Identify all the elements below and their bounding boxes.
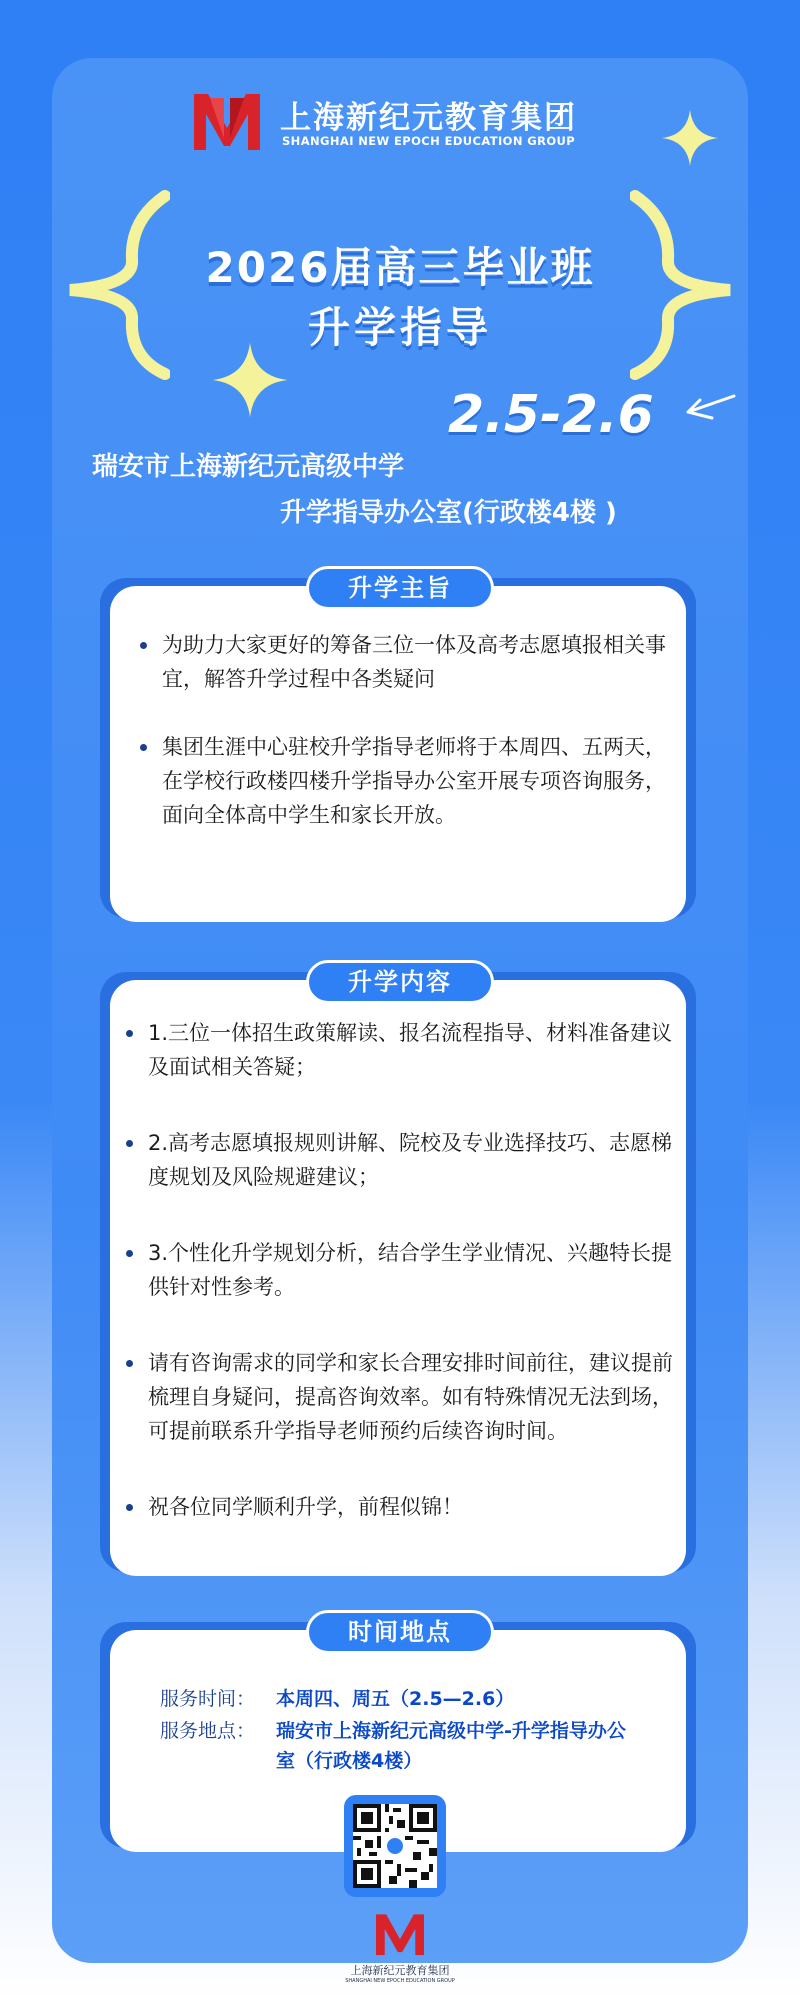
list-item: 为助力大家更好的筹备三位一体及高考志愿填报相关事宜，解答升学过程中各类疑问 [132, 628, 672, 696]
content-list [118, 1016, 678, 1524]
school-name: 瑞安市上海新纪元高级中学 [92, 452, 405, 482]
main-title-line2: 升学指导 [307, 303, 492, 352]
footer-logo-english: SHANGHAI NEW EPOCH EDUCATION GROUP [345, 1978, 455, 1984]
service-place-label: 服务地点： [160, 1720, 256, 1742]
qr-code[interactable] [353, 1804, 437, 1888]
logo-mark-icon [190, 88, 264, 154]
list-item: 集团生涯中心驻校升学指导老师将于本周四、五两天，在学校行政楼四楼升学指导办公室开展专项咨询服务，面向全体高中学生和家长开放。 [132, 730, 672, 832]
sparkle-icon [660, 108, 720, 168]
group-logo [190, 88, 610, 158]
list-item: 请有咨询需求的同学和家长合理安排时间前往，建议提前梳理自身疑问，提高咨询效率。如有特殊情况无法到场，可提前联系升学指导老师预约后续咨询时间。 [118, 1346, 678, 1448]
service-time-label: 服务时间： [160, 1688, 256, 1710]
footer-logo-chinese: 上海新纪元教育集团 [350, 1964, 450, 1977]
service-place-value-line1: 瑞安市上海新纪元高级中学-升学指导办公 [276, 1720, 626, 1742]
arrow-icon [682, 392, 738, 426]
purpose-heading: 升学主旨 [306, 566, 494, 610]
list-item: 1.三位一体招生政策解读、报名流程指导、材料准备建议及面试相关答疑； [118, 1016, 678, 1084]
time-heading: 时间地点 [306, 1610, 494, 1654]
logo-chinese-name: 上海新纪元教育集团 [280, 100, 577, 136]
service-time-value: 本周四、周五（2.5—2.6） [276, 1688, 515, 1710]
office-location: 升学指导办公室(行政楼4楼 ) [280, 498, 617, 528]
purpose-list [132, 628, 672, 832]
content-heading: 升学内容 [306, 960, 494, 1004]
logo-english-name: SHANGHAI NEW EPOCH EDUCATION GROUP [282, 134, 576, 148]
list-item: 祝各位同学顺利升学，前程似锦！ [118, 1490, 678, 1524]
date-range: 2.5-2.6 [448, 385, 654, 445]
list-item: 3.个性化升学规划分析，结合学生学业情况、兴趣特长提供针对性参考。 [118, 1236, 678, 1304]
footer-logo-mark-icon [370, 1910, 430, 1958]
main-title-line1: 2026届高三毕业班 [205, 243, 595, 292]
service-place-value-line2: 室（行政楼4楼） [276, 1750, 423, 1772]
list-item: 2.高考志愿填报规则讲解、院校及专业选择技巧、志愿梯度规划及风险规避建议； [118, 1126, 678, 1194]
